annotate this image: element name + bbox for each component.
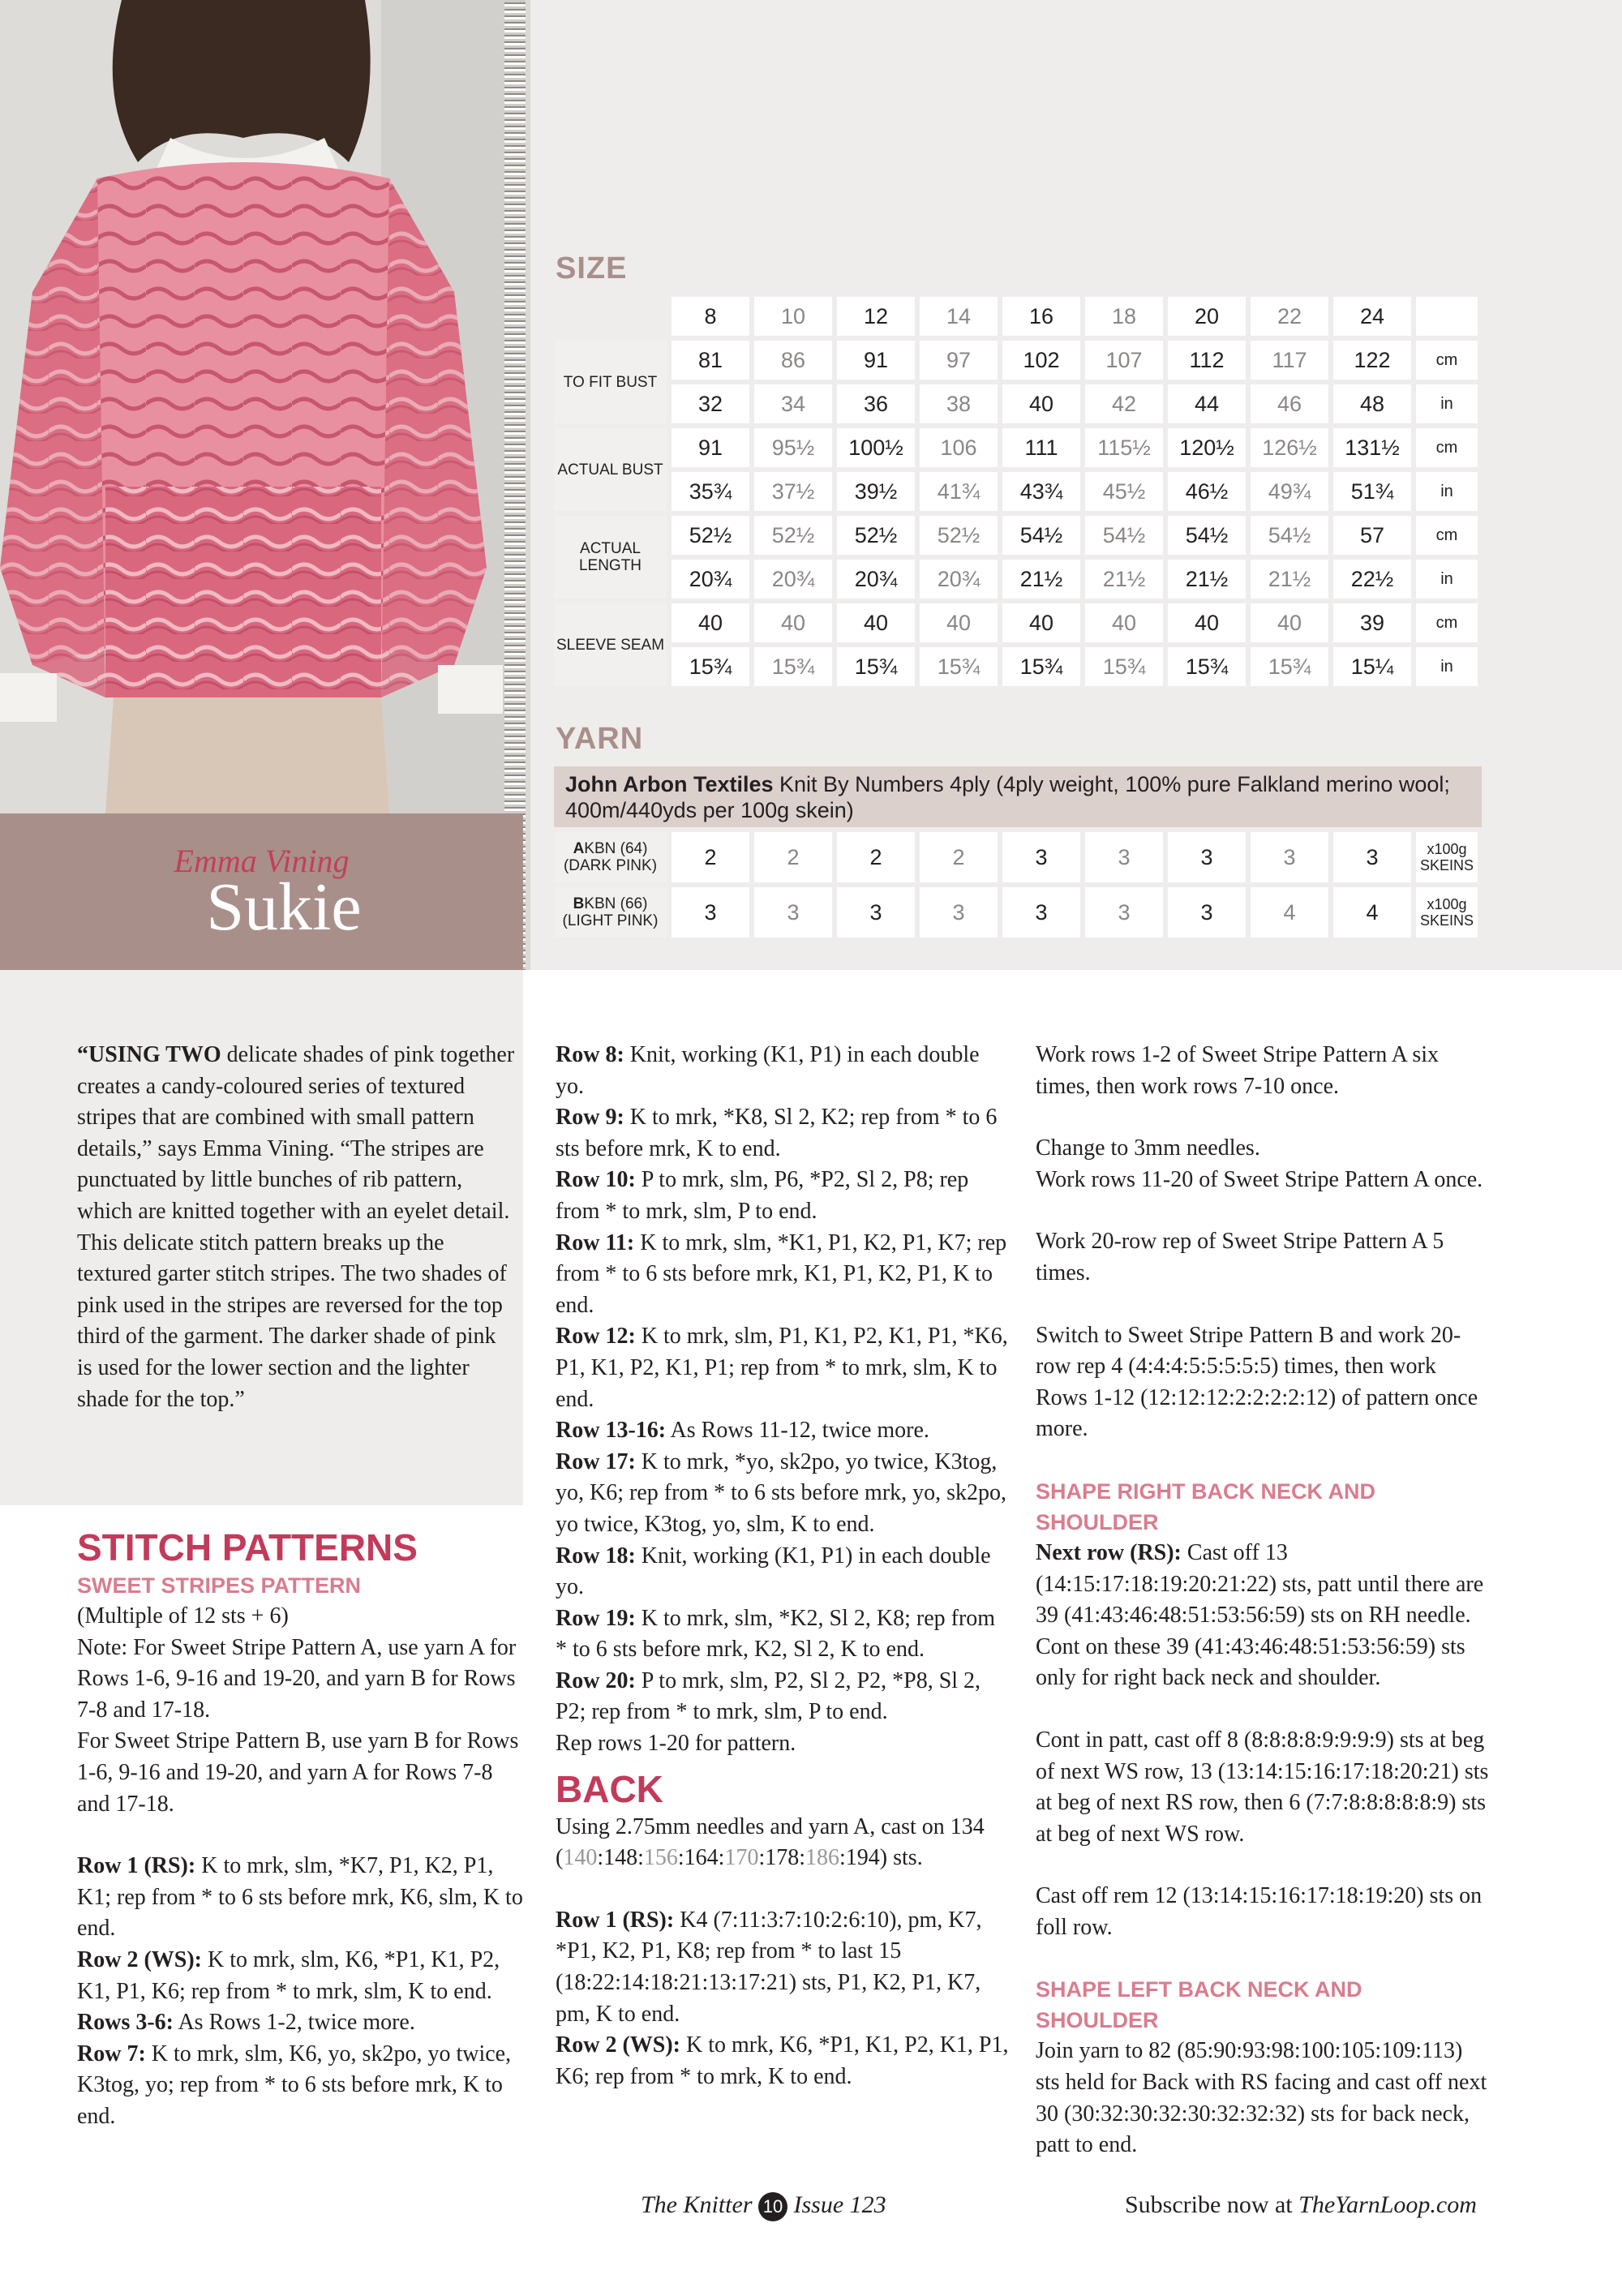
size-row [554,516,1478,555]
yarn-value: 3 [754,887,832,938]
text-run: Using 2.75mm needles and yarn A, cast on 134 ( [556,1813,985,1871]
size-value: 40 [1002,384,1080,423]
size-row [554,384,1478,423]
row-label: SLEEVE SEAM [554,603,667,686]
size-value: 131½ [1333,428,1411,467]
size-value: 35¾ [672,472,749,511]
row-instruction [556,1040,1010,1102]
column-1 [77,1525,523,2133]
row-instruction [77,2007,523,2039]
row-label: Next row (RS): [1036,1539,1182,1565]
yarn-label [554,887,667,938]
yarn-unit-a: x100g [1427,841,1467,857]
instruction-para: Work 20-row rep of Sweet Stripe Pattern A 5 times. [1036,1229,1444,1285]
size-value: 40 [837,603,915,642]
size-value: 115½ [1085,428,1163,467]
page-number: 10 [758,2192,787,2221]
instruction-para: Work rows 1-2 of Sweet Stripe Pattern A six times, then work rows 7-10 once. [1036,1042,1440,1099]
size-row [554,428,1478,467]
size-value: 120½ [1168,428,1246,467]
size-row [554,472,1478,511]
text-run: :178: [758,1845,806,1871]
row-label: Row 9: [556,1105,624,1131]
row-instruction [556,1321,1010,1415]
instruction-para: Change to 3mm needles. [1036,1135,1260,1161]
row-label: Rows 3-6: [77,2010,174,2036]
unit-label: in [1416,647,1478,686]
size-value: 46 [1251,384,1328,423]
yarn-value: 2 [672,832,749,882]
size-value: 91 [672,428,749,467]
multiple-note: (Multiple of 12 sts + 6) [77,1603,289,1629]
size-value: 102 [1002,341,1080,380]
intro-text [77,1040,515,1415]
row-label: ACTUAL BUST [554,428,667,511]
zipper-tape [526,0,530,970]
size-row [554,603,1478,642]
size-value: 54½ [1168,516,1246,555]
row-label: ACTUAL LENGTH [554,516,667,599]
row-instruction [556,1905,1010,2030]
row-text: Cast off 13 (14:15:17:18:19:20:21:22) sts, patt until there are 39 (41:43:46:48:51:53:56:59) sts on RH needle. Cont on these 39 (41:43:46:48:51:53:56:59) sts only for right back neck and shoulder. [1036,1539,1484,1691]
row-instruction [556,1541,1010,1603]
text-run: 156 [643,1845,678,1871]
unit-label: cm [1416,603,1478,642]
row-label: Row 12: [556,1324,636,1350]
yarn-code: B [573,895,585,912]
yarn-row [554,887,1478,938]
yarn-code-text: KBN (66) [584,895,648,912]
yarn-value: 3 [920,887,998,938]
size-value: 106 [920,428,998,467]
row-label: Row 10: [556,1167,636,1193]
size-value: 111 [1002,428,1080,467]
sweet-stripes-heading: SWEET STRIPES PATTERN [77,1573,362,1598]
back-heading: BACK [556,1767,663,1810]
size-value: 52½ [672,516,749,555]
size-value: 21½ [1168,560,1246,599]
column-3 [1036,1040,1490,2161]
issue-number: Issue 123 [793,2191,886,2218]
row-label: Row 7: [77,2041,146,2066]
size-value: 20¾ [837,560,915,599]
size-value: 52½ [920,516,998,555]
text-run: :148: [597,1845,644,1871]
size-value: 15¾ [1251,647,1328,686]
yarn-code-text: KBN (64) [584,840,648,857]
size-value: 40 [1168,603,1246,642]
size-value: 95½ [754,428,832,467]
row-text: K to mrk, *K8, Sl 2, K2; rep from * to 6 sts before mrk, K to end. [556,1105,998,1161]
yarn-value: 2 [920,832,998,882]
magazine-name: The Knitter [641,2191,753,2218]
size-value: 117 [1251,341,1328,380]
size-value: 54½ [1251,516,1328,555]
size-value: 40 [920,603,998,642]
size-value: 20¾ [920,560,998,599]
unit-label: in [1416,560,1478,599]
size-row [554,647,1478,686]
row-text: P to mrk, slm, P6, *P2, Sl 2, P8; rep from * to mrk, slm, P to end. [556,1167,969,1224]
size-cell: 12 [837,297,915,336]
size-value: 15¾ [837,647,915,686]
size-value: 91 [837,341,915,380]
size-value: 54½ [1002,516,1080,555]
yarn-value: 2 [754,832,832,882]
row-instruction [556,2030,1010,2092]
yarn-value: 3 [1251,832,1328,882]
yarn-value: 3 [672,887,749,938]
row-label: Row 1 (RS): [77,1853,196,1879]
row-label: Row 20: [556,1667,636,1693]
row-instruction [77,1945,523,2007]
size-value: 15¾ [754,647,832,686]
row-text: K to mrk, slm, K6, *P1, K1, P2, K1, P1, K6; rep from * to mrk, slm, K to end. [77,1946,500,2004]
text-run: :194) sts. [839,1845,923,1871]
row-label: Row 1 (RS): [556,1907,675,1933]
size-value: 15¾ [1085,647,1163,686]
instruction-para: Cast off rem 12 (13:14:15:16:17:18:19:20) sts on foll row. [1036,1883,1483,1940]
pattern-b-note: For Sweet Stripe Pattern B, use yarn B for Rows 1-6, 9-16 and 19-20, and yarn A for Rows 7-8 and 17-18. [77,1728,519,1817]
size-value: 40 [754,603,832,642]
size-value: 48 [1333,384,1411,423]
yarn-shade: (DARK PINK) [563,857,658,874]
size-value: 52½ [837,516,915,555]
yarn-unit-b: SKEINS [1419,912,1474,929]
row-text: P to mrk, slm, P2, Sl 2, P2, *P8, Sl 2, P2; rep from * to mrk, slm, P to end. [556,1667,981,1725]
row-text: K to mrk, slm, *K1, P1, K2, P1, K7; rep from * to 6 sts before mrk, K1, P1, K2, P1, K to end. [556,1230,1007,1318]
size-value: 100½ [837,428,915,467]
size-value: 122 [1333,341,1411,380]
size-value: 39 [1333,603,1411,642]
back-cast-on [556,1812,1010,1874]
intro-lead: “USING TWO [77,1042,221,1067]
row-label: Row 2 (WS): [556,2032,680,2058]
yarn-value: 4 [1251,887,1328,938]
row-label: TO FIT BUST [554,341,667,423]
size-value: 15¼ [1333,647,1411,686]
size-value: 37½ [754,472,832,511]
row-text: Knit, working (K1, P1) in each double yo. [556,1543,991,1600]
size-value: 44 [1168,384,1246,423]
size-value: 15¾ [1002,647,1080,686]
row-text: Knit, working (K1, P1) in each double yo. [556,1042,980,1099]
yarn-description-text: Knit By Numbers 4ply (4ply weight, 100% pure Falkland merino wool; 400m/440yds per 100g skein) [565,772,1450,822]
size-value: 112 [1168,341,1246,380]
intro-body: delicate shades of pink together creates a candy-coloured series of textured stripes that are combined with small pattern details,” says Emma Vining. “The stripes are punctuated by little bunches of rib pattern, which are knitted together with an eyelet detail. This delicate stitch pattern breaks up the textured garter stitch stripes. The two shades of pink used in the stripes are reversed for the top third of the garment. The darker shade of pink is used for the lower section and the lighter shade for the top.” [77,1042,515,1412]
yarn-description [554,766,1482,827]
row-label: Row 11: [556,1230,635,1255]
footer-magazine [641,2191,886,2221]
unit-label: in [1416,384,1478,423]
row-instruction [556,1447,1010,1541]
yarn-brand: John Arbon Textiles [565,772,774,796]
row-label: Row 17: [556,1448,636,1474]
yarn-value: 3 [1168,832,1246,882]
size-value: 21½ [1002,560,1080,599]
size-value: 52½ [754,516,832,555]
row-text: K to mrk, slm, K6, yo, sk2po, yo twice, K3tog, yo; rep from * to 6 sts before mrk, K to end. [77,2041,512,2129]
size-value: 22½ [1333,560,1411,599]
row-label: Row 8: [556,1042,624,1067]
size-value: 32 [672,384,749,423]
size-value: 40 [672,603,749,642]
size-value: 43¾ [1002,472,1080,511]
row-text: K4 (7:11:3:7:10:2:6:10), pm, K7, *P1, K2, P1, K8; rep from * to last 15 (18:22:14:18:21:13:17:21) sts, P1, K2, P1, K7, pm, K to end. [556,1907,982,2027]
row-text: K to mrk, slm, *K7, P1, K2, P1, K1; rep from * to 6 sts before mrk, K6, slm, K to end. [77,1853,523,1942]
row-text: K to mrk, *yo, sk2po, yo twice, K3tog, yo, K6; rep from * to 6 sts before mrk, yo, sk2po, yo twice, K3tog, yo, slm, K to end. [556,1448,1007,1537]
size-header-row [554,297,1478,336]
row-instruction [556,1666,1010,1728]
text-run: 170 [724,1845,759,1871]
text-run: 186 [805,1845,840,1871]
size-row [554,341,1478,380]
size-value: 15¾ [672,647,749,686]
row-instruction [77,1851,523,1945]
row-instruction [556,1102,1010,1165]
row-label: Row 18: [556,1543,636,1569]
yarn-table [549,827,1483,942]
size-value: 15¾ [1168,647,1246,686]
shape-right-heading: SHAPE RIGHT BACK NECK AND SHOULDER [1036,1478,1376,1534]
size-value: 97 [920,341,998,380]
row-label: Row 19: [556,1605,636,1631]
yarn-value: 4 [1333,887,1411,938]
repeat-note: Rep rows 1-20 for pattern. [556,1731,796,1757]
text-run: :164: [677,1845,725,1871]
yarn-value: 3 [1168,887,1246,938]
size-cell: 14 [920,297,998,336]
row-text: As Rows 11-12, twice more. [666,1418,929,1444]
size-value: 46½ [1168,472,1246,511]
yarn-shade: (LIGHT PINK) [562,912,659,929]
yarn-value: 3 [1085,887,1163,938]
yarn-value: 3 [1002,832,1080,882]
size-value: 49¾ [1251,472,1328,511]
size-heading: SIZE [556,251,628,285]
instruction-para: Switch to Sweet Stripe Pattern B and work 20-row rep 4 (4:4:4:5:5:5:5:5) times, then work Rows 1-12 (12:12:12:2:2:2:2:12) of pattern once more. [1036,1322,1478,1442]
yarn-unit [1416,832,1478,882]
size-value: 51¾ [1333,472,1411,511]
size-value: 42 [1085,384,1163,423]
unit-label: in [1416,472,1478,511]
row-instruction [556,1415,1010,1447]
yarn-unit [1416,887,1478,938]
size-value: 40 [1002,603,1080,642]
size-value: 40 [1085,603,1163,642]
row-text: K to mrk, slm, P1, K1, P2, K1, P1, *K6, P1, K1, P2, K1, P1; rep from * to mrk, slm, K to end. [556,1324,1008,1412]
size-value: 21½ [1251,560,1328,599]
column-2 [556,1040,1010,2092]
row-instruction [1036,1538,1490,1694]
size-value: 36 [837,384,915,423]
yarn-value: 3 [1333,832,1411,882]
unit-label: cm [1416,516,1478,555]
row-instruction [556,1228,1010,1322]
row-label: Row 13-16: [556,1418,667,1444]
row-label: Row 2 (WS): [77,1946,202,1972]
row-text: As Rows 1-2, twice more. [174,2010,415,2036]
row-instruction [556,1603,1010,1666]
size-value: 41¾ [920,472,998,511]
size-table [549,292,1483,691]
size-value: 34 [754,384,832,423]
size-cell: 8 [672,297,749,336]
yarn-value: 3 [837,887,915,938]
size-value: 20¾ [672,560,749,599]
size-value: 39½ [837,472,915,511]
yarn-unit-b: SKEINS [1419,857,1474,873]
yarn-heading: YARN [556,722,644,756]
size-cell: 10 [754,297,832,336]
row-instruction [556,1165,1010,1227]
size-value: 40 [1251,603,1328,642]
size-cell: 18 [1085,297,1163,336]
designer-name: Emma Vining [174,843,350,879]
instruction-para: Work rows 11-20 of Sweet Stripe Pattern A once. [1036,1166,1483,1192]
size-value: 15¾ [920,647,998,686]
size-value: 20¾ [754,560,832,599]
size-value: 45½ [1085,472,1163,511]
size-cell: 16 [1002,297,1080,336]
pattern-title: Sukie [206,869,362,945]
size-cell: 20 [1168,297,1246,336]
size-value: 38 [920,384,998,423]
cardigan-photo [0,0,523,813]
row-instruction [77,2039,523,2133]
size-value: 107 [1085,341,1163,380]
yarn-value: 3 [1085,832,1163,882]
size-row [554,560,1478,599]
pattern-a-note: Note: For Sweet Stripe Pattern A, use yarn A for Rows 1-6, 9-16 and 19-20, and yarn B for Rows 7-8 and 17-18. [77,1634,517,1723]
size-value: 86 [754,341,832,380]
unit-label: cm [1416,341,1478,380]
instruction-para: Join yarn to 82 (85:90:93:98:100:105:109:113) sts held for Back with RS facing and cast off next 30 (30:32:30:32:30:32:32:32) sts for back neck, patt to end. [1036,2038,1487,2158]
instruction-para: Cont in patt, cast off 8 (8:8:8:8:9:9:9:9) sts at beg of next WS row, 13 (13:14:15:16:17:18:20:21) sts at beg of next RS row, then 6 (7:7:8:8:8:8:8:9) sts at beg of next WS row. [1036,1727,1489,1847]
size-cell: 22 [1251,297,1328,336]
size-value: 54½ [1085,516,1163,555]
subscribe-link[interactable]: TheYarnLoop.com [1298,2191,1477,2218]
footer-subscribe [1125,2191,1477,2219]
size-cell: 24 [1333,297,1411,336]
size-value: 57 [1333,516,1411,555]
yarn-unit-a: x100g [1427,896,1467,912]
yarn-code: A [573,840,585,857]
row-text: K to mrk, slm, *K2, Sl 2, K8; rep from * to 6 sts before mrk, K2, Sl 2, K to end. [556,1605,996,1663]
subscribe-text: Subscribe now at [1125,2191,1299,2218]
unit-label: cm [1416,428,1478,467]
row-text: K to mrk, K6, *P1, K1, P2, K1, P1, K6; rep from * to mrk, K to end. [556,2032,1009,2089]
size-value: 126½ [1251,428,1328,467]
size-value: 21½ [1085,560,1163,599]
yarn-value: 2 [837,832,915,882]
stitch-patterns-heading: STITCH PATTERNS [77,1526,418,1569]
text-run: 140 [563,1845,598,1871]
yarn-value: 3 [1002,887,1080,938]
yarn-label [554,832,667,882]
yarn-row [554,832,1478,882]
shape-left-heading: SHAPE LEFT BACK NECK AND SHOULDER [1036,1977,1362,2033]
size-value: 81 [672,341,749,380]
